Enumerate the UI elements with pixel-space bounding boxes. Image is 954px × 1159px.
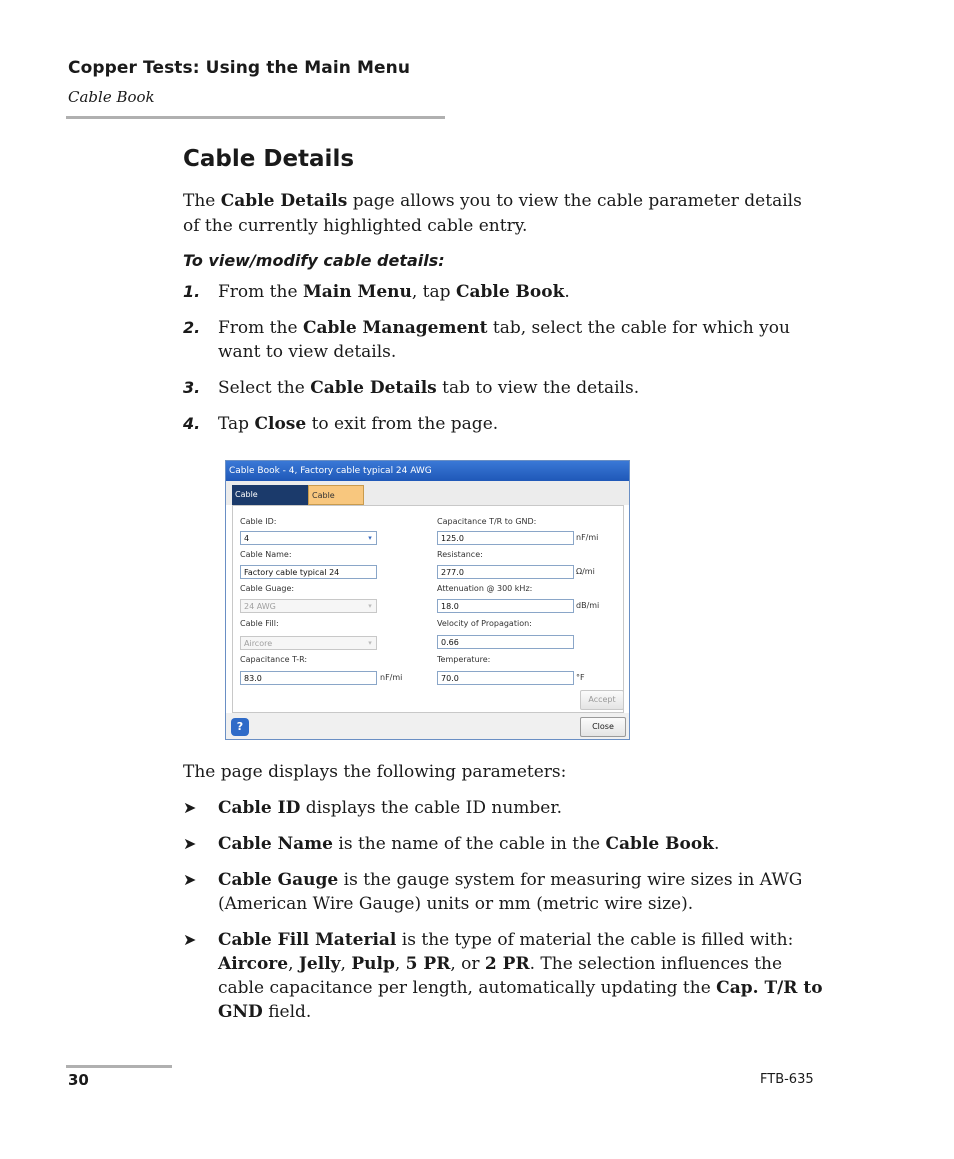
temperature-label: Temperature: [437,655,491,664]
velocity-input[interactable]: 0.66 [437,635,574,649]
tab-cable-management[interactable]: Cable [232,485,308,505]
accept-button[interactable]: Accept [580,690,624,710]
step-text: From the Cable Management tab, select the cable for which you want to view details. [218,318,790,362]
window-title-bar: Cable Book - 4, Factory cable typical 24 AWG [226,461,629,481]
cable-gauge-label: Cable Guage: [240,584,295,593]
bullet-item: Cable Name is the name of the cable in the Cable Book. [218,834,720,854]
close-button[interactable]: Close [580,717,626,737]
cable-fill-select[interactable]: Aircore ▾ [240,636,377,650]
intro-paragraph: The Cable Details page allows you to view the cable parameter details of the currently highlighted cable entry. [183,191,802,236]
step-text: Tap Close to exit from the page. [218,414,499,434]
cable-id-label: Cable ID: [240,517,277,526]
page-number: 30 [68,1071,89,1089]
step-number: 1. [183,282,201,301]
window-footer [226,713,629,739]
step-number: 4. [183,414,201,433]
bullet-item: Cable ID displays the cable ID number. [218,798,563,818]
header-rule [66,116,445,119]
cap-tr-label: Capacitance T-R: [240,655,308,664]
velocity-label: Velocity of Propagation: [437,619,532,628]
section-title: Cable Details [183,146,355,172]
resistance-unit: Ω/mi [576,567,595,576]
chevron-down-icon: ▾ [368,639,372,647]
step-number: 3. [183,378,201,397]
cap-tr-input[interactable]: 83.0 [240,671,377,685]
step-text: Select the Cable Details tab to view the details. [218,378,640,398]
procedure-title: To view/modify cable details: [183,251,445,270]
cap-trg-input[interactable]: 125.0 [437,531,574,545]
footer-rule [66,1065,172,1068]
cable-book-window [225,460,630,740]
chevron-down-icon: ▾ [368,534,372,542]
attenuation-input[interactable]: 18.0 [437,599,574,613]
cable-id-select[interactable]: 4 ▾ [240,531,377,545]
bullet-arrow-icon: ➤ [183,834,197,853]
cap-trg-label: Capacitance T/R to GND: [437,517,537,526]
cable-name-label: Cable Name: [240,550,292,559]
cap-tr-unit: nF/mi [380,673,403,682]
help-icon[interactable]: ? [231,718,249,736]
bullet-arrow-icon: ➤ [183,930,197,949]
cable-name-input[interactable]: Factory cable typical 24 [240,565,377,579]
temperature-unit: °F [576,673,585,682]
document-id: FTB-635 [760,1072,814,1087]
attenuation-label: Attenuation @ 300 kHz: [437,584,533,593]
step-text: From the Main Menu, tap Cable Book. [218,282,570,302]
cable-fill-label: Cable Fill: [240,619,279,628]
bullet-arrow-icon: ➤ [183,870,197,889]
temperature-input[interactable]: 70.0 [437,671,574,685]
running-header-title: Copper Tests: Using the Main Menu [68,58,411,78]
step-number: 2. [183,318,201,337]
cable-gauge-select[interactable]: 24 AWG ▾ [240,599,377,613]
tab-cable-details[interactable]: Cable [308,485,364,505]
resistance-label: Resistance: [437,550,483,559]
chevron-down-icon: ▾ [368,602,372,610]
params-intro: The page displays the following parameters: [183,762,567,782]
resistance-input[interactable]: 277.0 [437,565,574,579]
bullet-arrow-icon: ➤ [183,798,197,817]
tab-bar [226,481,629,505]
running-header-subtitle: Cable Book [68,88,155,106]
details-panel [232,505,624,713]
bullet-item: Cable Fill Material is the type of material the cable is filled with: Aircore, Jelly, Pulp, 5 PR, or 2 PR. The selection influences the cable capacitance per length, automatically updating the Cap. T/R to GND field. [218,930,823,1022]
attenuation-unit: dB/mi [576,601,600,610]
cap-trg-unit: nF/mi [576,533,599,542]
bullet-item: Cable Gauge is the gauge system for measuring wire sizes in AWG (American Wire Gauge) units or mm (metric wire size). [218,870,803,914]
